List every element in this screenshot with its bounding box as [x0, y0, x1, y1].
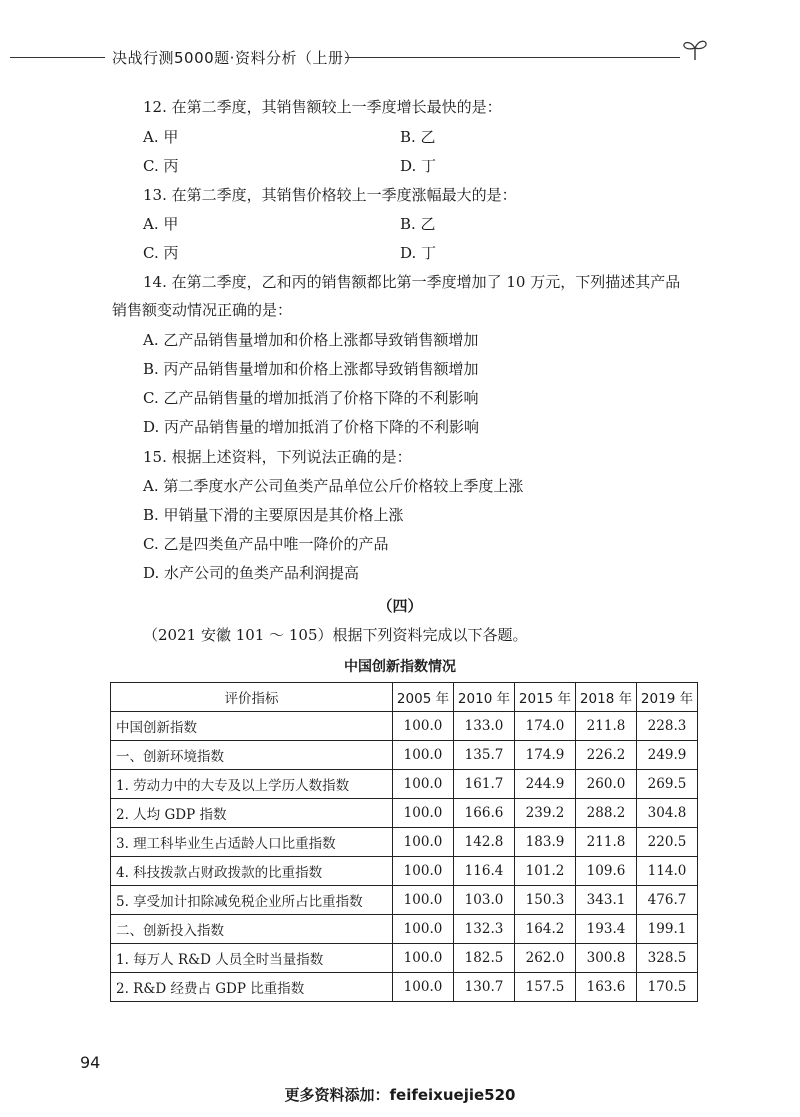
- table-cell: 211.8: [576, 828, 637, 857]
- table-row: [111, 799, 698, 828]
- table-cell: 100.0: [393, 886, 454, 915]
- table-cell: 260.0: [576, 770, 637, 799]
- innovation-index-table: [110, 682, 698, 1002]
- table-cell: 182.5: [454, 944, 515, 973]
- table-cell: 220.5: [637, 828, 698, 857]
- table-cell: 150.3: [515, 886, 576, 915]
- table-cell: 100.0: [393, 973, 454, 1002]
- question-14-stem-line2: 销售额变动情况正确的是：: [112, 301, 293, 319]
- table-cell: 328.5: [637, 944, 698, 973]
- table-row: [111, 973, 698, 1002]
- question-14-option-d: D. 丙产品销售量的增加抵消了价格下降的不利影响: [143, 418, 480, 436]
- footer-note: 更多资料添加：feifeixuejie520: [284, 1086, 516, 1104]
- question-13-option-a: A. 甲: [143, 215, 179, 233]
- question-14-option-c: C. 乙产品销售量的增加抵消了价格下降的不利影响: [143, 389, 479, 407]
- question-13-option-d: D. 丁: [400, 244, 437, 262]
- table-cell: 476.7: [637, 886, 698, 915]
- question-15-option-a: A. 第二季度水产公司鱼类产品单位公斤价格较上季度上涨: [143, 477, 524, 495]
- table-cell: 100.0: [393, 915, 454, 944]
- table-cell: 174.9: [515, 741, 576, 770]
- question-15-option-c: C. 乙是四类鱼产品中唯一降价的产品: [143, 535, 389, 553]
- table-row: [111, 857, 698, 886]
- table-cell: 100.0: [393, 741, 454, 770]
- question-15-option-b: B. 甲销量下滑的主要原因是其价格上涨: [143, 506, 404, 524]
- header-rule-right: [345, 57, 680, 58]
- column-header: 2015 年: [515, 683, 576, 712]
- table-row: [111, 886, 698, 915]
- table-cell: 174.0: [515, 712, 576, 741]
- column-header: 2010 年: [454, 683, 515, 712]
- question-14-option-a: A. 乙产品销售量增加和价格上涨都导致销售额增加: [143, 331, 479, 349]
- table-cell: 161.7: [454, 770, 515, 799]
- row-label: 2. R&D 经费占 GDP 比重指数: [111, 973, 393, 1002]
- section-title: （四）: [377, 597, 423, 615]
- question-12-option-c: C. 丙: [143, 157, 179, 175]
- table-cell: 228.3: [637, 712, 698, 741]
- header-rule-left: [10, 57, 105, 58]
- table-row: [111, 741, 698, 770]
- row-label: 2. 人均 GDP 指数: [111, 799, 393, 828]
- question-13-stem: 13. 在第二季度，其销售价格较上一季度涨幅最大的是：: [143, 186, 517, 204]
- table-cell: 100.0: [393, 770, 454, 799]
- table-cell: 100.0: [393, 799, 454, 828]
- question-12-option-d: D. 丁: [400, 157, 437, 175]
- table-row: [111, 828, 698, 857]
- table-cell: 100.0: [393, 857, 454, 886]
- table-cell: 288.2: [576, 799, 637, 828]
- column-header: 2019 年: [637, 683, 698, 712]
- table-cell: 199.1: [637, 915, 698, 944]
- question-12-option-b: B. 乙: [400, 128, 436, 146]
- row-label: 一、创新环境指数: [111, 741, 393, 770]
- table-cell: 116.4: [454, 857, 515, 886]
- question-15-stem: 15. 根据上述资料，下列说法正确的是：: [143, 448, 412, 466]
- table-cell: 130.7: [454, 973, 515, 1002]
- column-header: 2018 年: [576, 683, 637, 712]
- table-cell: 109.6: [576, 857, 637, 886]
- table-cell: 170.5: [637, 973, 698, 1002]
- table-cell: 157.5: [515, 973, 576, 1002]
- question-13-option-c: C. 丙: [143, 244, 179, 262]
- table-cell: 163.6: [576, 973, 637, 1002]
- table-cell: 239.2: [515, 799, 576, 828]
- table-cell: 262.0: [515, 944, 576, 973]
- row-label: 中国创新指数: [111, 712, 393, 741]
- page-header: [0, 40, 800, 70]
- table-cell: 226.2: [576, 741, 637, 770]
- header-title: 决战行测5000题·资料分析（上册）: [112, 49, 359, 67]
- table-row: [111, 770, 698, 799]
- table-cell: 103.0: [454, 886, 515, 915]
- table-cell: 193.4: [576, 915, 637, 944]
- question-12-stem: 12. 在第二季度，其销售额较上一季度增长最快的是：: [143, 98, 502, 116]
- table-cell: 300.8: [576, 944, 637, 973]
- table-cell: 164.2: [515, 915, 576, 944]
- table-cell: 133.0: [454, 712, 515, 741]
- table-cell: 135.7: [454, 741, 515, 770]
- table-cell: 100.0: [393, 828, 454, 857]
- question-14-stem-line1: 14. 在第二季度，乙和丙的销售额都比第一季度增加了 10 万元，下列描述其产品: [143, 273, 681, 291]
- question-12-option-a: A. 甲: [143, 128, 179, 146]
- question-13-option-b: B. 乙: [400, 215, 436, 233]
- row-label: 二、创新投入指数: [111, 915, 393, 944]
- table-cell: 100.0: [393, 944, 454, 973]
- table-cell: 132.3: [454, 915, 515, 944]
- column-header: 评价指标: [111, 683, 393, 712]
- table-cell: 304.8: [637, 799, 698, 828]
- page-number: 94: [80, 1053, 101, 1072]
- table-row: [111, 712, 698, 741]
- question-14-option-b: B. 丙产品销售量增加和价格上涨都导致销售额增加: [143, 360, 479, 378]
- section-source: （2021 安徽 101 ～ 105）根据下列资料完成以下各题。: [143, 626, 528, 644]
- table-cell: 101.2: [515, 857, 576, 886]
- table-cell: 211.8: [576, 712, 637, 741]
- row-label: 1. 劳动力中的大专及以上学历人数指数: [111, 770, 393, 799]
- column-header: 2005 年: [393, 683, 454, 712]
- table-cell: 166.6: [454, 799, 515, 828]
- table-cell: 142.8: [454, 828, 515, 857]
- table-cell: 244.9: [515, 770, 576, 799]
- table-cell: 343.1: [576, 886, 637, 915]
- table-row: [111, 915, 698, 944]
- row-label: 1. 每万人 R&D 人员全时当量指数: [111, 944, 393, 973]
- table-header-row: [111, 683, 698, 712]
- table-title: 中国创新指数情况: [344, 659, 456, 675]
- table-row: [111, 944, 698, 973]
- row-label: 4. 科技拨款占财政拨款的比重指数: [111, 857, 393, 886]
- sprout-icon: [680, 34, 710, 64]
- row-label: 5. 享受加计扣除减免税企业所占比重指数: [111, 886, 393, 915]
- table-cell: 100.0: [393, 712, 454, 741]
- table-cell: 269.5: [637, 770, 698, 799]
- table-cell: 183.9: [515, 828, 576, 857]
- question-15-option-d: D. 水产公司的鱼类产品利润提高: [143, 564, 360, 582]
- table-cell: 249.9: [637, 741, 698, 770]
- row-label: 3. 理工科毕业生占适龄人口比重指数: [111, 828, 393, 857]
- table-cell: 114.0: [637, 857, 698, 886]
